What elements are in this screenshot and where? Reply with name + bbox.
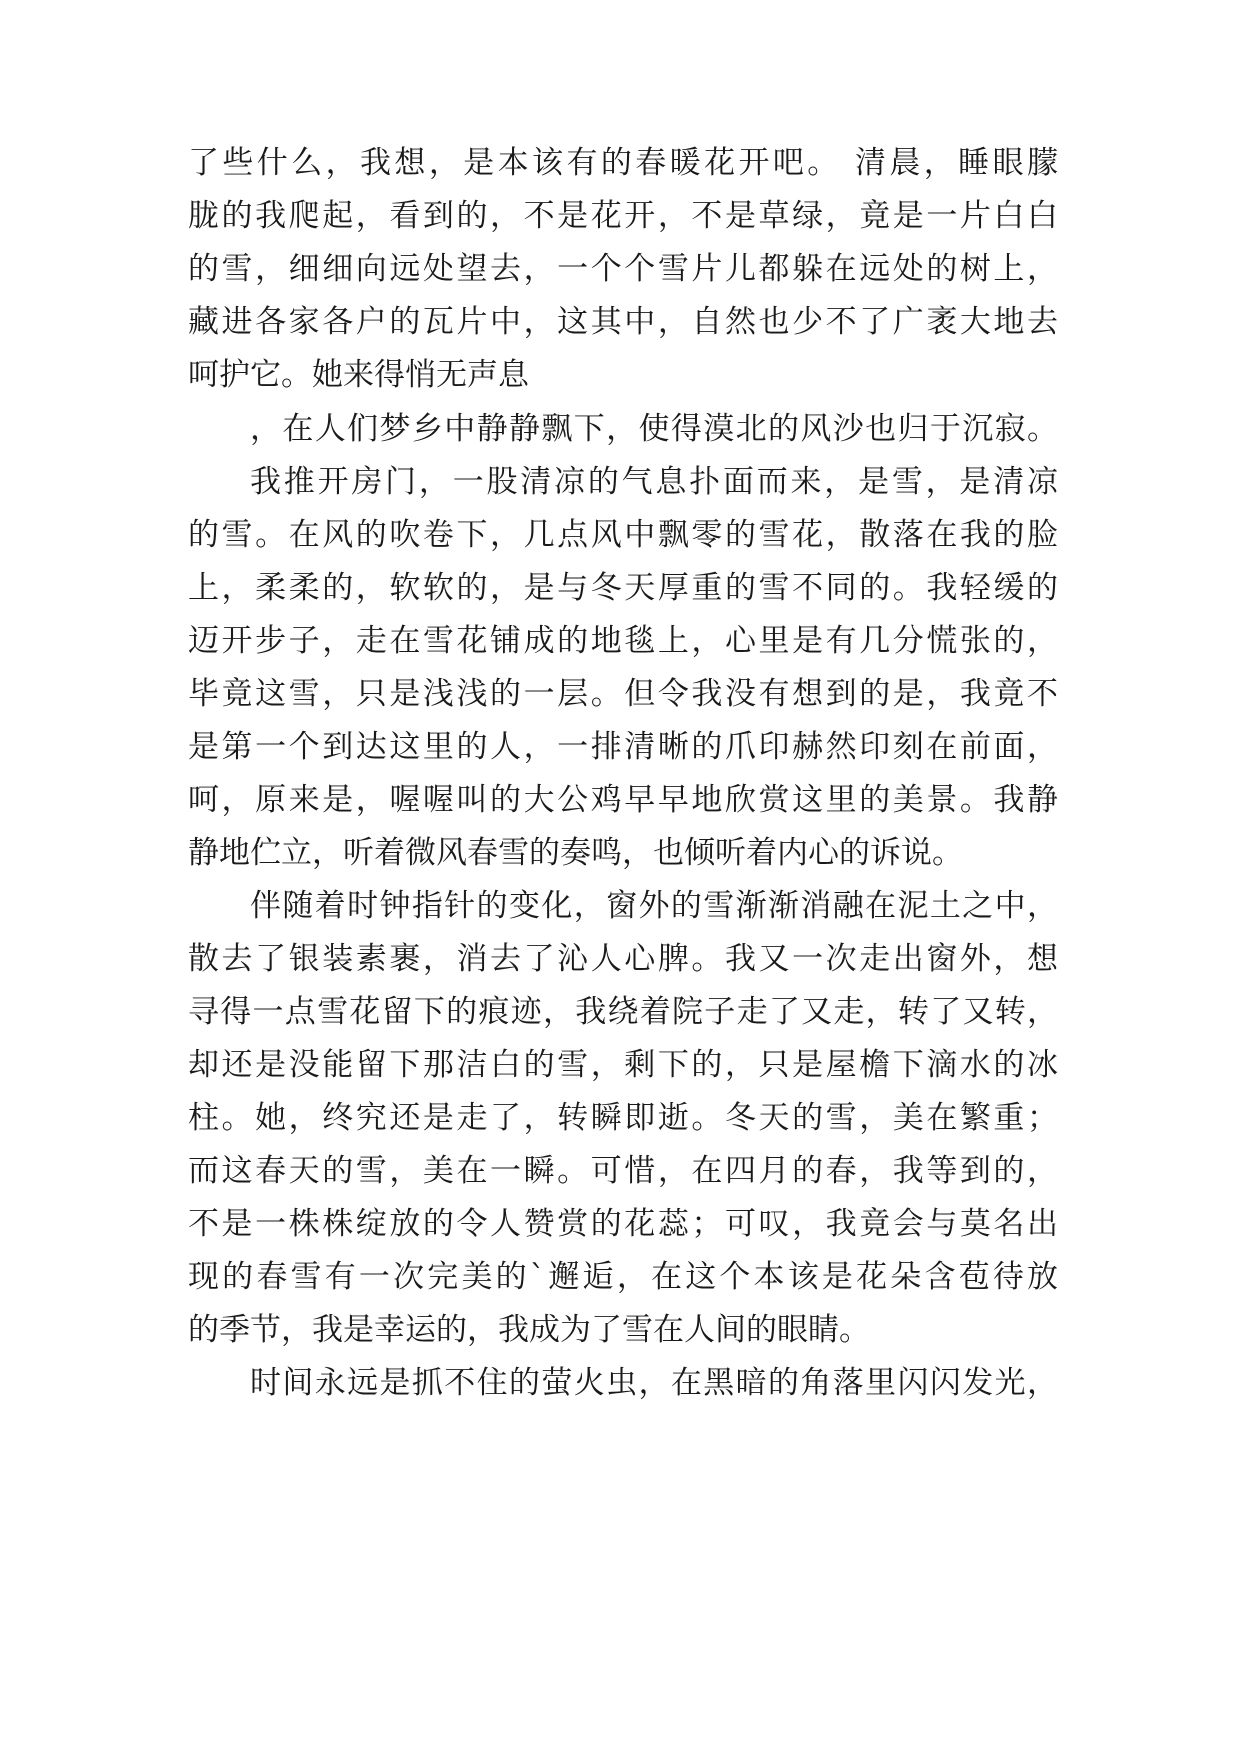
paragraph-first-line: 伴随着时钟指针的变化，窗外的雪渐渐消融在泥土之中，	[250, 888, 1058, 924]
text-line: 的雪。在风的吹卷下，几点风中飘零的雪花，散落在我的脸	[188, 517, 1058, 553]
text-line: ，在人们梦乡中静静飘下，使得漠北的风沙也归于沉寂。	[250, 411, 1058, 447]
text-line: 的雪，细细向远处望去，一个个雪片儿都躲在远处的树上，	[188, 251, 1058, 287]
text-line: 的季节，我是幸运的，我成为了雪在人间的眼睛。	[188, 1312, 870, 1348]
text-line: 了些什么，我想，是本该有的春暖花开吧。 清晨，睡眼朦	[188, 145, 1058, 181]
paragraph-first-line: 我推开房门，一股清凉的气息扑面而来，是雪，是清凉	[250, 464, 1058, 500]
text-line: 而这春天的雪，美在一瞬。可惜，在四月的春，我等到的，	[188, 1153, 1058, 1189]
paragraph-first-line: 时间永远是抓不住的萤火虫，在黑暗的角落里闪闪发光，	[250, 1365, 1058, 1401]
text-line: 柱。她，终究还是走了，转瞬即逝。冬天的雪，美在繁重；	[188, 1100, 1058, 1136]
text-line: 散去了银装素裹，消去了沁人心脾。我又一次走出窗外，想	[188, 941, 1058, 977]
text-line: 呵，原来是，喔喔叫的大公鸡早早地欣赏这里的美景。我静	[188, 782, 1058, 818]
text-line: 藏进各家各户的瓦片中，这其中，自然也少不了广袤大地去	[188, 304, 1058, 340]
text-line: 现的春雪有一次完美的`邂逅，在这个本该是花朵含苞待放	[188, 1259, 1058, 1295]
text-line: 呵护它。她来得悄无声息	[188, 357, 529, 393]
text-line: 上，柔柔的，软软的，是与冬天厚重的雪不同的。我轻缓的	[188, 570, 1058, 606]
text-line: 却还是没能留下那洁白的雪，剩下的，只是屋檐下滴水的冰	[188, 1047, 1058, 1083]
text-line: 胧的我爬起，看到的，不是花开，不是草绿，竟是一片白白	[188, 198, 1058, 234]
text-line: 毕竟这雪，只是浅浅的一层。但令我没有想到的是，我竟不	[188, 676, 1058, 712]
text-line: 寻得一点雪花留下的痕迹，我绕着院子走了又走，转了又转，	[188, 994, 1058, 1030]
text-line: 静地伫立，听着微风春雪的奏鸣，也倾听着内心的诉说。	[188, 835, 963, 871]
text-line: 迈开步子，走在雪花铺成的地毯上，心里是有几分慌张的，	[188, 623, 1058, 659]
text-line: 是第一个到达这里的人，一排清晰的爪印赫然印刻在前面，	[188, 729, 1058, 765]
text-line: 不是一株株绽放的令人赞赏的花蕊；可叹，我竟会与莫名出	[188, 1206, 1058, 1242]
